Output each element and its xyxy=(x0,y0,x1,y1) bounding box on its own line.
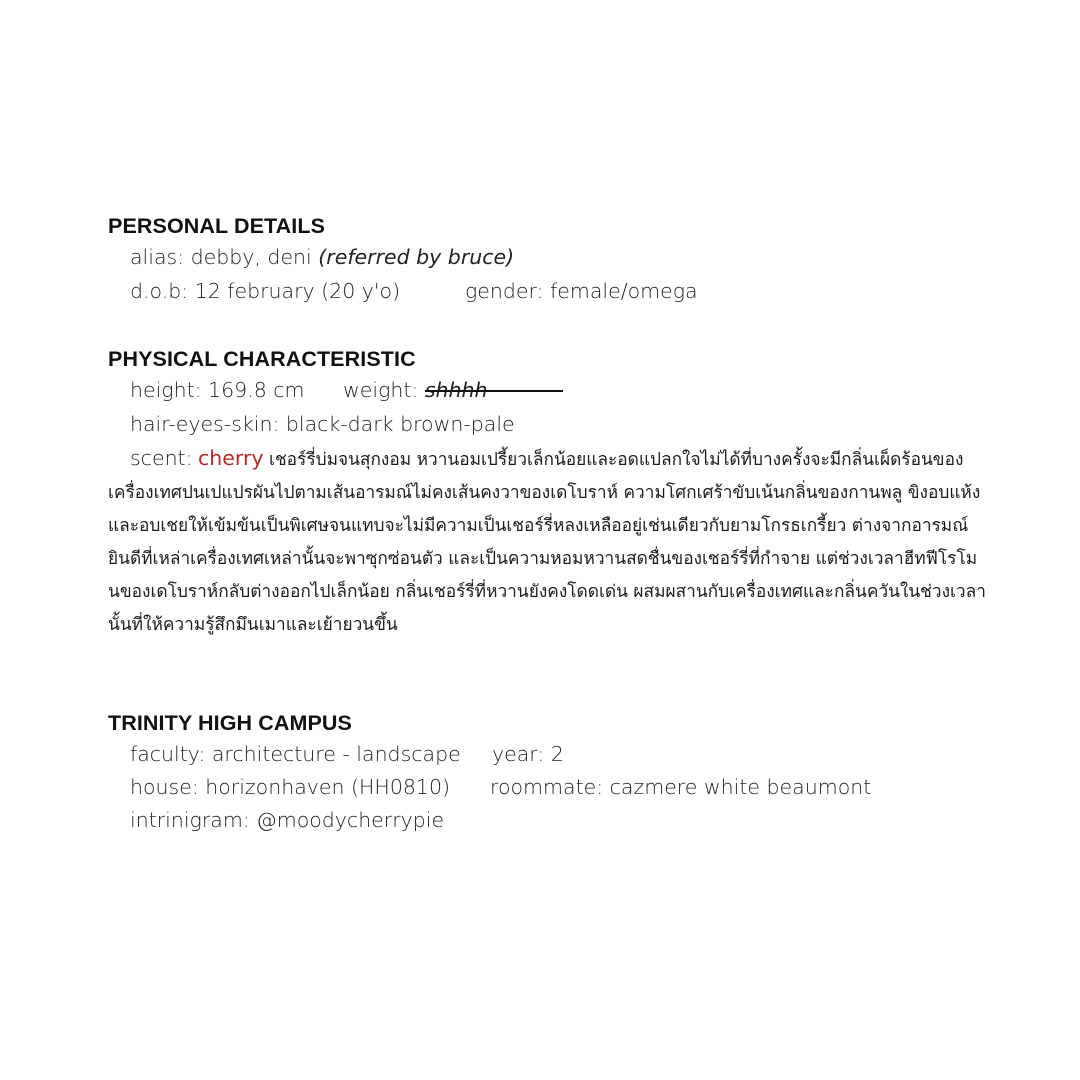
house-text: house: horizonhaven (HH0810) xyxy=(130,775,451,799)
roommate-text: roommate: cazmere white beaumont xyxy=(490,775,872,799)
faculty-text: faculty: architecture - landscape xyxy=(130,742,461,766)
gender-text: gender: female/omega xyxy=(465,279,698,303)
scent-paragraph xyxy=(108,442,988,642)
height-text: height: 169.8 cm xyxy=(130,378,305,402)
weight-label: weight: xyxy=(343,378,419,402)
physical-characteristic-heading: PHYSICAL CHARACTERISTIC xyxy=(108,347,416,371)
year-text: year: 2 xyxy=(492,742,564,766)
scent-label: scent: xyxy=(130,446,193,470)
intrinigram-handle: intrinigram: @moodycherrypie xyxy=(130,808,445,832)
hair-eyes-skin-text: hair-eyes-skin: black-dark brown-pale xyxy=(130,412,515,436)
trinity-high-campus-heading: TRINITY HIGH CAMPUS xyxy=(108,711,352,735)
personal-details-heading: PERSONAL DETAILS xyxy=(108,214,326,238)
alias-note: (referred by bruce) xyxy=(318,245,515,269)
dob-text: d.o.b: 12 february (20 y'o) xyxy=(130,279,401,303)
scent-name: cherry xyxy=(198,446,264,470)
scent-description: เชอร์รี่บ่มจนสุกงอม หวานอมเปรี้ยวเล็กน้อยและอดแปลกใจไม่ได้ที่บางครั้งจะมีกลิ่นเผ็ดร้อนของเครื่องเทศปนเปแปรผันไปตามเส้นอารมณ์ไม่คงเส้นคงวาของเดโบราห์ ความโศกเศร้าขับเน้นกลิ่นของกานพลู ขิงอบแห้งและอบเชยให้เข้มข้นเป็นพิเศษจนแทบจะไม่มีความเป็นเชอร์รี่หลงเหลืออยู่เช่นเดียวกับยามโกรธเกรี้ยว ต่างจากอารมณ์ยินดีที่เหล่าเครื่องเทศเหล่านั้นจะพาซุกซ่อนตัว และเป็นความหอมหวานสดชื่นของเชอร์รี่ที่กำจาย แต่ช่วงเวลาฮีทฟีโรโมนของเดโบราห์กลับต่างออกไปเล็กน้อย กลิ่นเชอร์รี่ที่หวานยังคงโดดเด่น ผสมผสานกับเครื่องเทศและกลิ่นควันในช่วงเวลานั้นที่ให้ความรู้สึกมึนเมาและเย้ายวนขึ้น xyxy=(108,450,986,635)
weight-strike-line xyxy=(425,390,563,392)
alias-row xyxy=(130,245,514,269)
weight-value: shhhh xyxy=(424,378,488,402)
alias-text: alias: debby, deni xyxy=(130,245,312,269)
